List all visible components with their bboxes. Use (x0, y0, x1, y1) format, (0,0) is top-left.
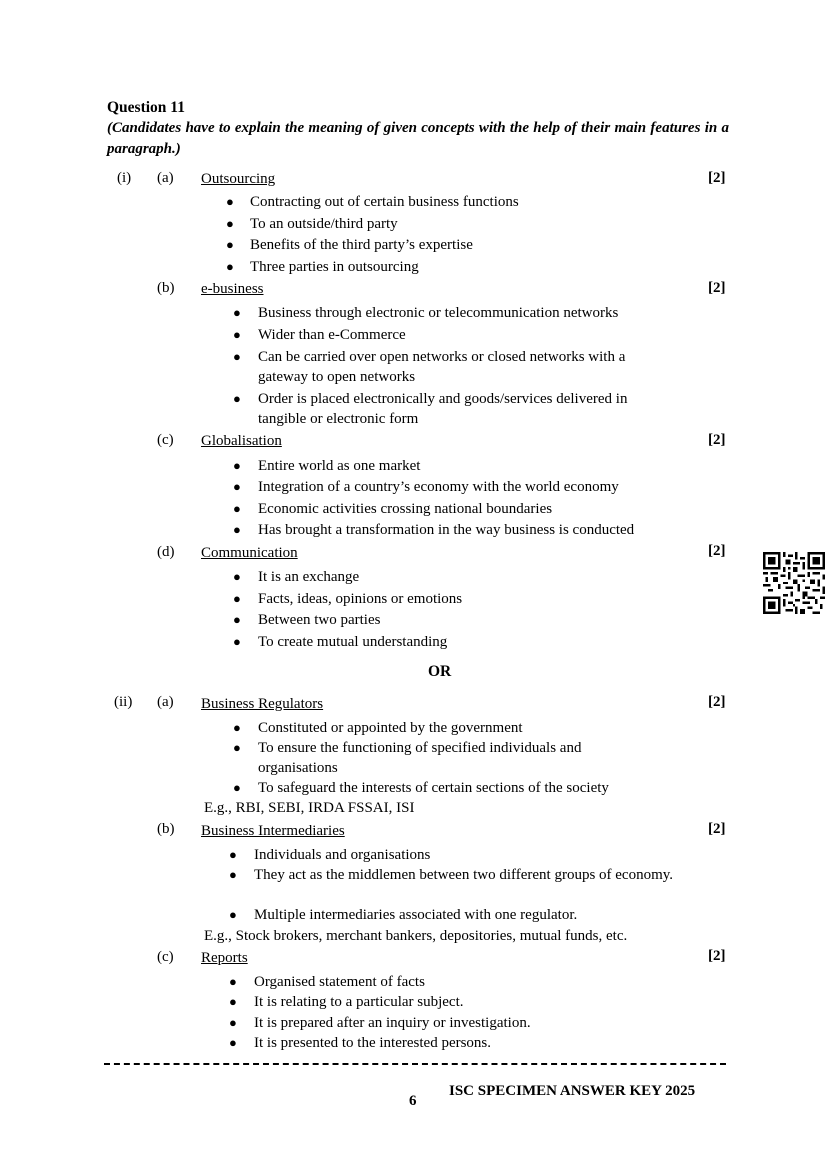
bullet-icon: ● (233, 591, 241, 606)
bullet-icon: ● (233, 305, 241, 320)
bullet-text: Economic activities crossing national boundaries (258, 501, 553, 517)
bullet-icon: ● (233, 458, 241, 473)
bullet-text: Can be carried over open networks or closed networks with a gateway to open networks (258, 349, 626, 385)
bullet-text: Entire world as one market (258, 458, 421, 474)
marks-badge: [2] (708, 170, 726, 186)
qr-code-icon (763, 552, 825, 614)
bullet-text: Has brought a transformation in the way business is conducted (258, 522, 635, 538)
page-number: 6 (409, 1093, 417, 1109)
item-letter: (a) (157, 170, 174, 186)
example-text: E.g., RBI, SEBI, IRDA FSSAI, ISI (204, 800, 415, 816)
or-divider: OR (428, 663, 452, 680)
marks-badge: [2] (708, 821, 726, 837)
footer-divider (104, 1063, 726, 1065)
bullet-icon: ● (233, 634, 241, 649)
bullet-text: Integration of a country’s economy with the world economy (258, 479, 619, 495)
bullet-icon: ● (233, 569, 241, 584)
bullet-icon: ● (229, 847, 237, 862)
item-heading-communication: Communication (201, 545, 298, 561)
bullet-icon: ● (233, 720, 241, 735)
item-letter: (c) (157, 949, 174, 965)
example-text: E.g., Stock brokers, merchant bankers, depositories, mutual funds, etc. (204, 928, 628, 944)
bullet-text: Business through electronic or telecommunication networks (258, 305, 619, 321)
bullet-icon: ● (226, 194, 234, 209)
item-heading-business-intermediaries: Business Intermediaries (201, 823, 345, 839)
item-heading-outsourcing: Outsourcing (201, 171, 276, 187)
bullet-text: To create mutual understanding (258, 634, 448, 650)
bullet-icon: ● (233, 522, 241, 537)
bullet-text: Three parties in outsourcing (250, 259, 419, 275)
bullet-icon: ● (233, 740, 241, 755)
bullet-text: It is presented to the interested persons. (254, 1035, 492, 1051)
bullet-text: To ensure the functioning of specified individuals and organisations (258, 740, 582, 776)
footer-title: ISC SPECIMEN ANSWER KEY 2025 (449, 1083, 696, 1099)
marks-badge: [2] (708, 948, 726, 964)
bullet-icon: ● (233, 479, 241, 494)
item-letter: (b) (157, 280, 175, 296)
bullet-icon: ● (233, 327, 241, 342)
bullet-text: It is an exchange (258, 569, 360, 585)
bullet-text: To safeguard the interests of certain sections of the society (258, 780, 609, 796)
bullet-icon: ● (233, 349, 241, 364)
item-heading-globalisation: Globalisation (201, 433, 282, 449)
item-heading-business-regulators: Business Regulators (201, 696, 324, 712)
item-letter: (d) (157, 544, 175, 560)
bullet-text: They act as the middlemen between two different groups of economy. (254, 867, 674, 883)
marks-badge: [2] (708, 432, 726, 448)
marks-badge: [2] (708, 280, 726, 296)
question-instruction: (Candidates have to explain the meaning of given concepts with the help of their main features in a paragraph.) (107, 120, 729, 157)
bullet-icon: ● (229, 994, 237, 1009)
bullet-icon: ● (233, 391, 241, 406)
bullet-text: To an outside/third party (250, 216, 398, 232)
bullet-text: Organised statement of facts (254, 974, 425, 990)
item-letter: (b) (157, 821, 175, 837)
bullet-text: Order is placed electronically and goods/services delivered in tangible or electronic form (258, 391, 628, 427)
bullet-icon: ● (233, 780, 241, 795)
bullet-text: Between two parties (258, 612, 381, 628)
marks-badge: [2] (708, 694, 726, 710)
bullet-icon: ● (229, 1015, 237, 1030)
item-letter: (c) (157, 432, 174, 448)
bullet-text: It is prepared after an inquiry or investigation. (254, 1015, 531, 1031)
item-letter: (a) (157, 694, 174, 710)
bullet-icon: ● (226, 237, 234, 252)
item-heading-reports: Reports (201, 950, 248, 966)
item-heading-e-business: e-business (201, 281, 264, 297)
bullet-icon: ● (229, 974, 237, 989)
bullet-text: Constituted or appointed by the government (258, 720, 523, 736)
bullet-text: Facts, ideas, opinions or emotions (258, 591, 463, 607)
bullet-icon: ● (229, 867, 237, 882)
bullet-icon: ● (226, 259, 234, 274)
marks-badge: [2] (708, 543, 726, 559)
bullet-text: Contracting out of certain business functions (250, 194, 519, 210)
bullet-icon: ● (226, 216, 234, 231)
part-i-label: (i) (117, 170, 132, 186)
bullet-text: Individuals and organisations (254, 847, 431, 863)
bullet-text: Multiple intermediaries associated with one regulator. (254, 907, 578, 923)
bullet-icon: ● (229, 907, 237, 922)
question-title: Question 11 (107, 99, 185, 116)
bullet-icon: ● (233, 501, 241, 516)
bullet-text: Wider than e-Commerce (258, 327, 406, 343)
bullet-icon: ● (233, 612, 241, 627)
bullet-text: Benefits of the third party’s expertise (250, 237, 473, 253)
part-ii-label: (ii) (114, 694, 133, 710)
bullet-icon: ● (229, 1035, 237, 1050)
bullet-text: It is relating to a particular subject. (254, 994, 464, 1010)
